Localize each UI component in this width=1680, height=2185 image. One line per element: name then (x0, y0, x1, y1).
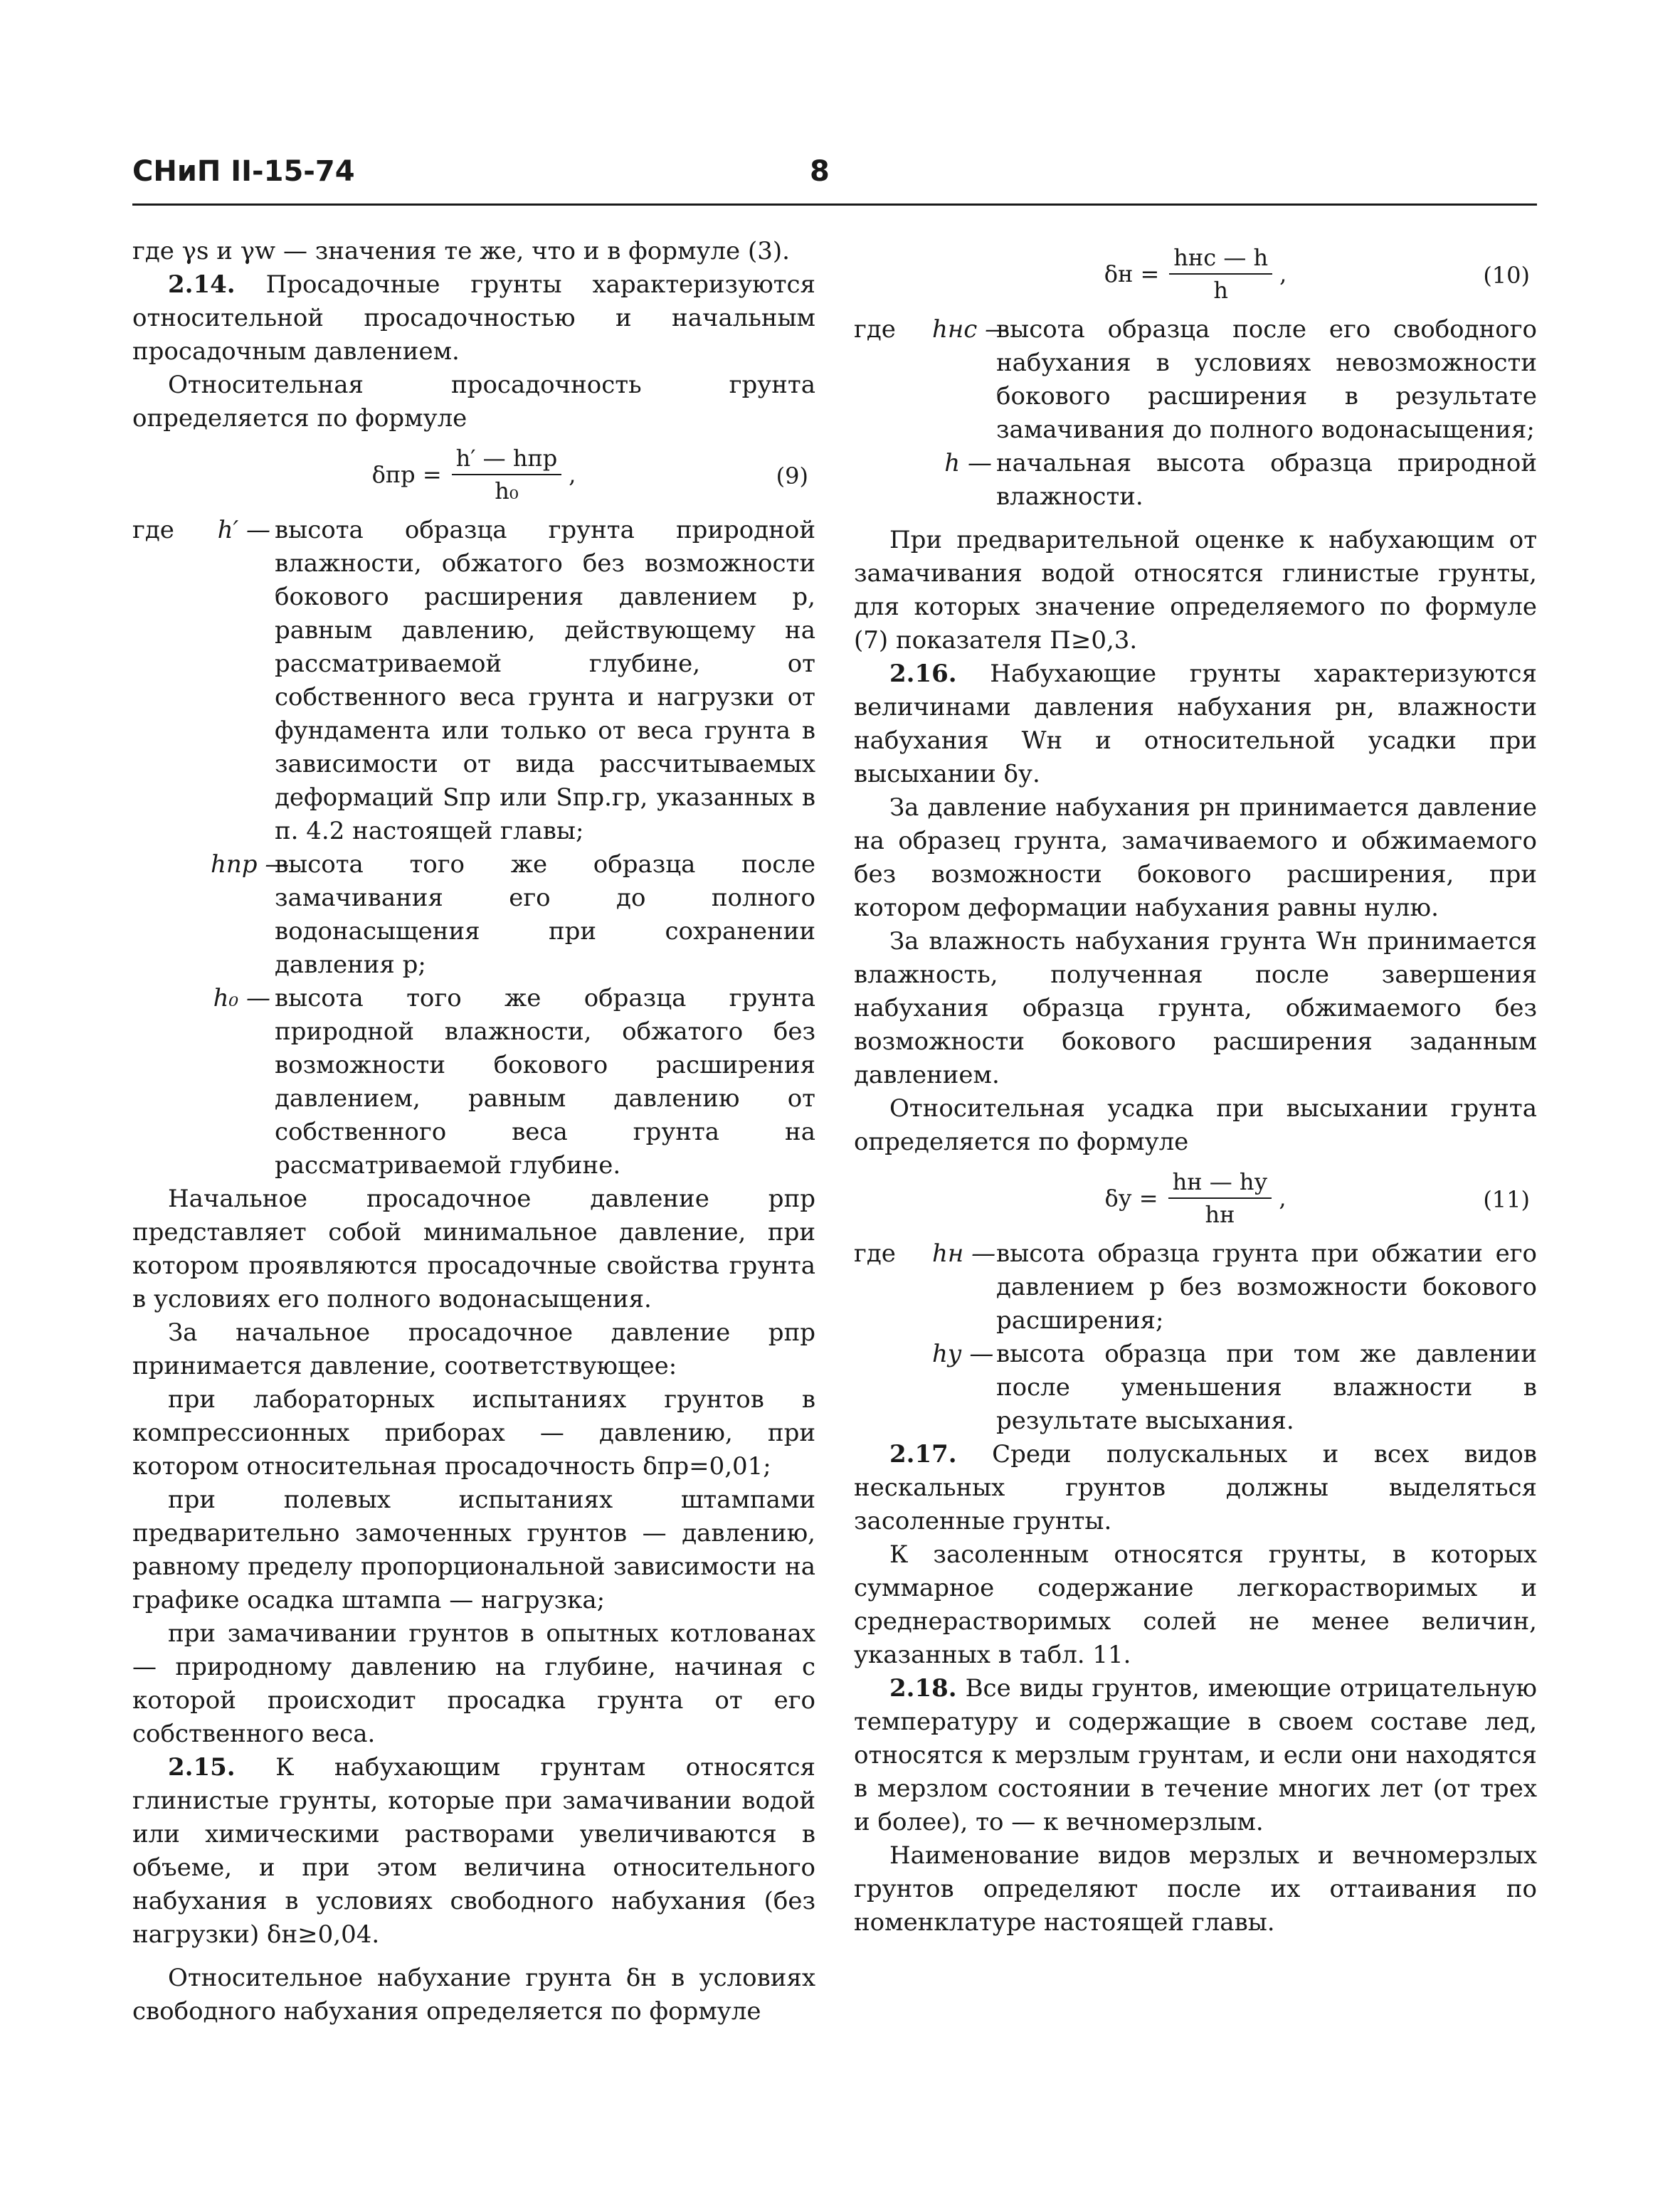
definition-text: начальная высота образца природной влажности. (996, 449, 1537, 511)
formula-trail: , (1279, 1184, 1287, 1212)
paragraph: Начальное просадочное давление pпр представляет собой минимальное давление, при котором проявляются просадочные свойства грунта в условиях его полного водонасыщения. (132, 1185, 815, 1313)
definition-symbol: hпр — (211, 850, 290, 879)
formula-fraction (1169, 243, 1272, 305)
formula-9 (132, 435, 815, 514)
where-label (132, 848, 211, 982)
definition-symbol: hн — (932, 1239, 996, 1268)
definition-list-10 (854, 313, 1537, 514)
formula-lhs: δн = (1104, 260, 1160, 287)
paragraph: За давление набухания pн принимается давление на образец грунта, замачиваемого и обжимаемого без возможности бокового расширения, при котором деформации набухания равны нулю. (854, 793, 1537, 922)
paragraph: Относительная просадочность грунта определяется по формуле (132, 371, 815, 433)
equation-number: (9) (776, 462, 808, 490)
definition-text: высота образца грунта природной влажности, обжатого без возможности бокового расширения давлением p, равным давлению, действующему на рассматриваемой глубине, от собственного веса грунта и нагрузки от фундамента или только от веса грунта в зависимости от вида рассчитываемых деформаций Sпр или Sпр.гр, указанных в п. 4.2 настоящей главы; (275, 516, 815, 845)
where-label (854, 1338, 932, 1438)
definition-symbol: h₀ — (213, 984, 270, 1012)
definition-symbol: hу — (932, 1340, 994, 1368)
paragraph: при замачивании грунтов в опытных котлованах — природному давлению на глубине, начиная с которой происходит просадка грунта от его собственного веса. (132, 1619, 815, 1748)
spacer (132, 1952, 815, 1962)
section-number: 2.14. (168, 270, 236, 299)
paragraph: при лабораторных испытаниях грунтов в компрессионных приборах — давлению, при котором относительная просадочность δпр=0,01; (132, 1385, 815, 1481)
definition-text: высота образца при том же давлении после уменьшения влажности в результате высыхания. (996, 1340, 1537, 1435)
document-id: СНиП II-15-74 (132, 155, 355, 188)
formula-lhs: δу = (1104, 1184, 1158, 1212)
formula-fraction (452, 444, 562, 505)
formula-numerator: hнс — h (1169, 243, 1272, 275)
section-2-18 (854, 1672, 1537, 1839)
paragraph: За начальное просадочное давление pпр принимается давление, соответствующее: (132, 1318, 815, 1380)
section-text: Среди полускальных и всех видов нескальных грунтов должны выделяться засоленные грунты. (854, 1440, 1537, 1535)
section-text: Все виды грунтов, имеющие отрицательную температуру и содержащие в своем составе лед, относятся к мерзлым грунтам, и если они находятся в мерзлом состоянии в течение многих лет (от трех и более), то — к вечномерзлым. (854, 1674, 1537, 1836)
right-column (854, 235, 1537, 1940)
definition-symbol: h′ — (217, 516, 270, 544)
formula-10 (854, 235, 1537, 313)
where-label: где (854, 1239, 896, 1268)
where-label: где (854, 315, 896, 344)
formula-numerator: h′ — hпр (452, 444, 562, 475)
formula-denominator: hн (1205, 1201, 1235, 1228)
formula-fraction (1168, 1168, 1272, 1229)
paragraph: За влажность набухания грунта Wн принимается влажность, полученная после завершения набухания образца грунта, обжимаемого без возможности бокового расширения заданным давлением. (854, 927, 1537, 1089)
paragraph: При предварительной оценке к набухающим от замачивания водой относятся глинистые грунты, для которых значение определяемого по формуле (7) показателя П≥0,3. (854, 526, 1537, 655)
paragraph: где γs и γw — значения те же, что и в формуле (3). (132, 237, 790, 265)
where-label: где (132, 516, 174, 544)
formula-11 (854, 1159, 1537, 1237)
paragraph: Относительное набухание грунта δн в условиях свободного набухания определяется по формуле (132, 1964, 815, 2026)
definition-text: высота образца грунта при обжатии его давлением p без возможности бокового расширения; (996, 1239, 1537, 1335)
section-number: 2.15. (168, 1753, 236, 1782)
formula-lhs: δпр = (371, 460, 442, 488)
section-number: 2.17. (889, 1440, 957, 1469)
section-2-14 (132, 268, 815, 369)
definition-symbol: hнс — (932, 315, 1010, 344)
definition-text: высота того же образца грунта природной влажности, обжатого без возможности бокового расширения давлением, равным давлению от собственного веса грунта на рассматриваемой глубине. (275, 984, 815, 1180)
formula-numerator: hн — hу (1168, 1168, 1272, 1199)
equation-number: (11) (1483, 1186, 1530, 1213)
section-2-17 (854, 1438, 1537, 1538)
paragraph: при полевых испытаниях штампами предварительно замоченных грунтов — давлению, равному пределу пропорциональной зависимости на графике осадка штампа — нагрузка; (132, 1486, 815, 1614)
definition-list-9 (132, 514, 815, 1183)
left-column (132, 235, 815, 2028)
paragraph: К засоленным относятся грунты, в которых суммарное содержание легкорастворимых и среднерастворимых солей не менее величин, указанных в табл. 11. (854, 1540, 1537, 1669)
section-2-16 (854, 657, 1537, 791)
section-text: Набухающие грунты характеризуются величинами давления набухания pн, влажности набухания Wн и относительной усадки при высыхании δу. (854, 660, 1537, 788)
where-label (854, 447, 932, 514)
page-header (132, 155, 1537, 198)
spacer (854, 514, 1537, 524)
formula-trail: , (1279, 260, 1287, 287)
section-text: Просадочные грунты характеризуются относительной просадочностью и начальным просадочным давлением. (132, 270, 815, 366)
equation-number: (10) (1483, 262, 1530, 289)
paragraph: Наименование видов мерзлых и вечномерзлых грунтов определяют после их оттаивания по номенклатуре настоящей главы. (854, 1841, 1537, 1937)
formula-denominator: h₀ (495, 477, 519, 504)
section-number: 2.16. (889, 660, 957, 688)
section-text: К набухающим грунтам относятся глинистые грунты, которые при замачивании водой или химическими растворами увеличиваются в объеме, и при этом величина относительного набухания в условиях свободного набухания (без нагрузки) δн≥0,04. (132, 1753, 815, 1949)
header-rule (132, 203, 1537, 206)
definition-symbol: h — (944, 449, 992, 477)
where-label (132, 982, 211, 1183)
paragraph: Относительная усадка при высыхании грунта определяется по формуле (854, 1094, 1537, 1156)
formula-denominator: h (1213, 277, 1228, 304)
definition-text: высота образца после его свободного набухания в условиях невозможности бокового расширения в результате замачивания до полного водонасыщения; (996, 315, 1537, 444)
section-number: 2.18. (889, 1674, 957, 1703)
page-number: 8 (810, 155, 830, 188)
definition-text: высота того же образца после замачивания его до полного водонасыщения при сохранении давления p; (275, 850, 815, 979)
section-2-15 (132, 1751, 815, 1952)
definition-list-11 (854, 1237, 1537, 1438)
formula-trail: , (569, 460, 576, 488)
